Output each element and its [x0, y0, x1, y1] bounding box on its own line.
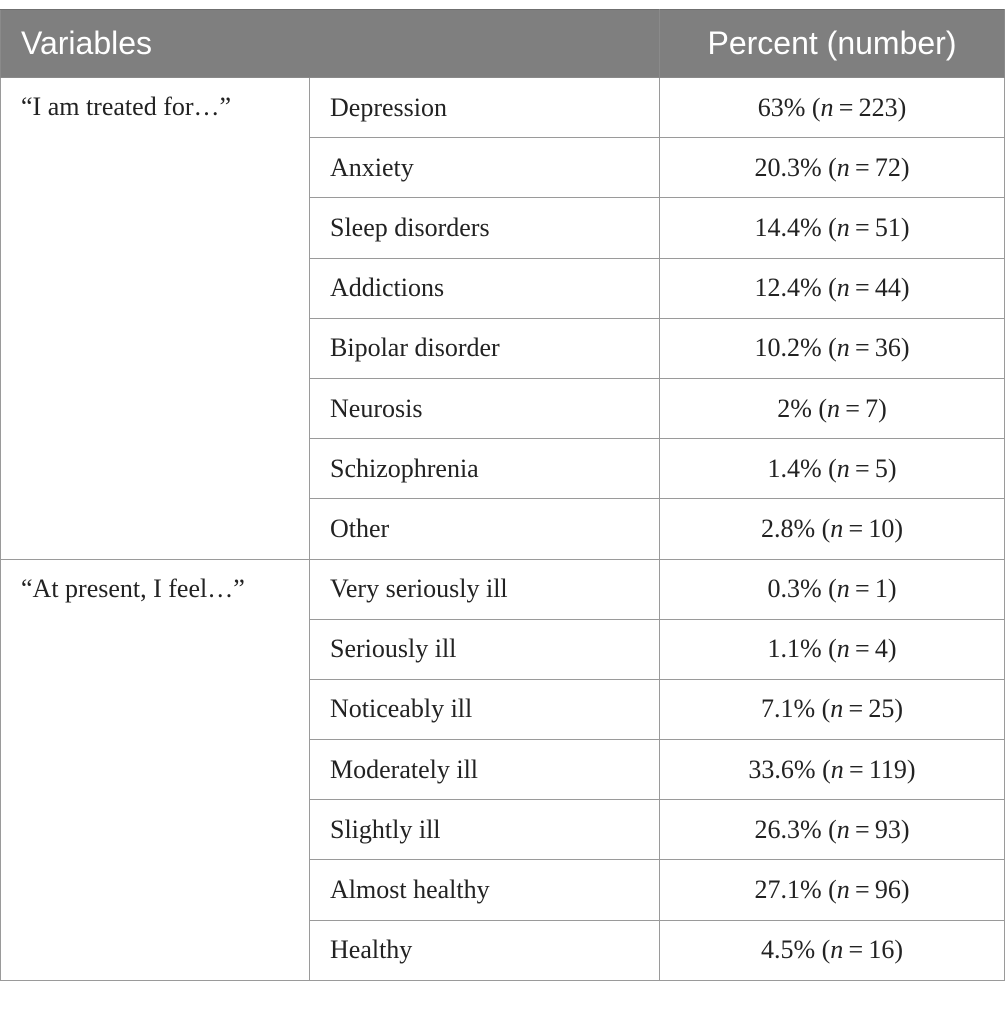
percent-number-cell: 0.3% (n = 1)	[660, 559, 1005, 619]
group-label: “At present, I feel…”	[1, 559, 310, 980]
count-value: 93	[874, 814, 901, 844]
percent-number-cell: 20.3% (n = 72)	[660, 138, 1005, 198]
header-percent: Percent (number)	[660, 10, 1005, 78]
count-value: 10	[868, 513, 895, 543]
percent-value: 26.3%	[754, 814, 822, 844]
item-label: Moderately ill	[310, 740, 660, 800]
item-label: Sleep disorders	[310, 198, 660, 258]
item-label: Almost healthy	[310, 860, 660, 920]
percent-value: 63%	[757, 92, 806, 122]
percent-value: 1.1%	[767, 634, 822, 664]
percent-number-cell: 1.1% (n = 4)	[660, 619, 1005, 679]
n-symbol: n	[836, 574, 850, 604]
n-symbol: n	[830, 935, 844, 965]
percent-number-cell: 27.1% (n = 96)	[660, 860, 1005, 920]
count-value: 4	[874, 634, 888, 664]
percent-value: 4.5%	[760, 935, 816, 965]
percent-number-cell: 4.5% (n = 16)	[660, 920, 1005, 980]
n-symbol: n	[836, 634, 850, 664]
count-value: 51	[874, 212, 901, 242]
percent-number-cell: 1.4% (n = 5)	[660, 439, 1005, 499]
n-symbol: n	[830, 754, 844, 784]
percent-number-cell: 12.4% (n = 44)	[660, 258, 1005, 318]
n-symbol: n	[836, 453, 850, 483]
n-symbol: n	[830, 694, 844, 724]
n-symbol: n	[836, 875, 850, 905]
n-symbol: n	[836, 152, 850, 182]
header-variables: Variables	[1, 10, 660, 78]
count-value: 1	[874, 574, 888, 604]
n-symbol: n	[836, 212, 850, 242]
item-label: Seriously ill	[310, 619, 660, 679]
count-value: 16	[868, 935, 895, 965]
count-value: 5	[874, 453, 888, 483]
percent-value: 2.8%	[760, 513, 816, 543]
percent-value: 0.3%	[767, 574, 822, 604]
count-value: 72	[874, 152, 901, 182]
count-value: 25	[868, 694, 895, 724]
n-symbol: n	[836, 273, 850, 303]
n-symbol: n	[830, 513, 844, 543]
percent-value: 14.4%	[754, 212, 822, 242]
percent-value: 27.1%	[754, 875, 822, 905]
item-label: Noticeably ill	[310, 679, 660, 739]
count-value: 36	[874, 333, 901, 363]
percent-number-cell: 33.6% (n = 119)	[660, 740, 1005, 800]
item-label: Very seriously ill	[310, 559, 660, 619]
count-value: 44	[874, 273, 901, 303]
data-table	[0, 9, 1005, 981]
item-label: Addictions	[310, 258, 660, 318]
table-header	[1, 10, 1005, 78]
percent-number-cell: 7.1% (n = 25)	[660, 679, 1005, 739]
item-label: Healthy	[310, 920, 660, 980]
table-body	[1, 78, 1005, 981]
percent-value: 20.3%	[754, 152, 822, 182]
percent-value: 2%	[777, 393, 812, 423]
percent-value: 33.6%	[748, 754, 816, 784]
data-table-container	[0, 9, 1004, 981]
item-label: Bipolar disorder	[310, 318, 660, 378]
item-label: Other	[310, 499, 660, 559]
n-symbol: n	[836, 814, 850, 844]
percent-number-cell: 2.8% (n = 10)	[660, 499, 1005, 559]
percent-value: 7.1%	[760, 694, 816, 724]
count-value: 7	[865, 393, 879, 423]
percent-value: 1.4%	[767, 453, 822, 483]
count-value: 119	[868, 754, 907, 784]
count-value: 223	[858, 92, 898, 122]
percent-number-cell: 26.3% (n = 93)	[660, 800, 1005, 860]
percent-number-cell: 10.2% (n = 36)	[660, 318, 1005, 378]
table-row	[1, 78, 1005, 138]
header-row	[1, 10, 1005, 78]
percent-number-cell: 63% (n = 223)	[660, 78, 1005, 138]
n-symbol: n	[827, 393, 841, 423]
item-label: Slightly ill	[310, 800, 660, 860]
item-label: Schizophrenia	[310, 439, 660, 499]
percent-number-cell: 2% (n = 7)	[660, 378, 1005, 438]
item-label: Anxiety	[310, 138, 660, 198]
n-symbol: n	[820, 92, 834, 122]
group-label: “I am treated for…”	[1, 78, 310, 560]
item-label: Depression	[310, 78, 660, 138]
n-symbol: n	[836, 333, 850, 363]
percent-number-cell: 14.4% (n = 51)	[660, 198, 1005, 258]
count-value: 96	[874, 875, 901, 905]
table-row	[1, 559, 1005, 619]
percent-value: 12.4%	[754, 273, 822, 303]
item-label: Neurosis	[310, 378, 660, 438]
percent-value: 10.2%	[754, 333, 822, 363]
